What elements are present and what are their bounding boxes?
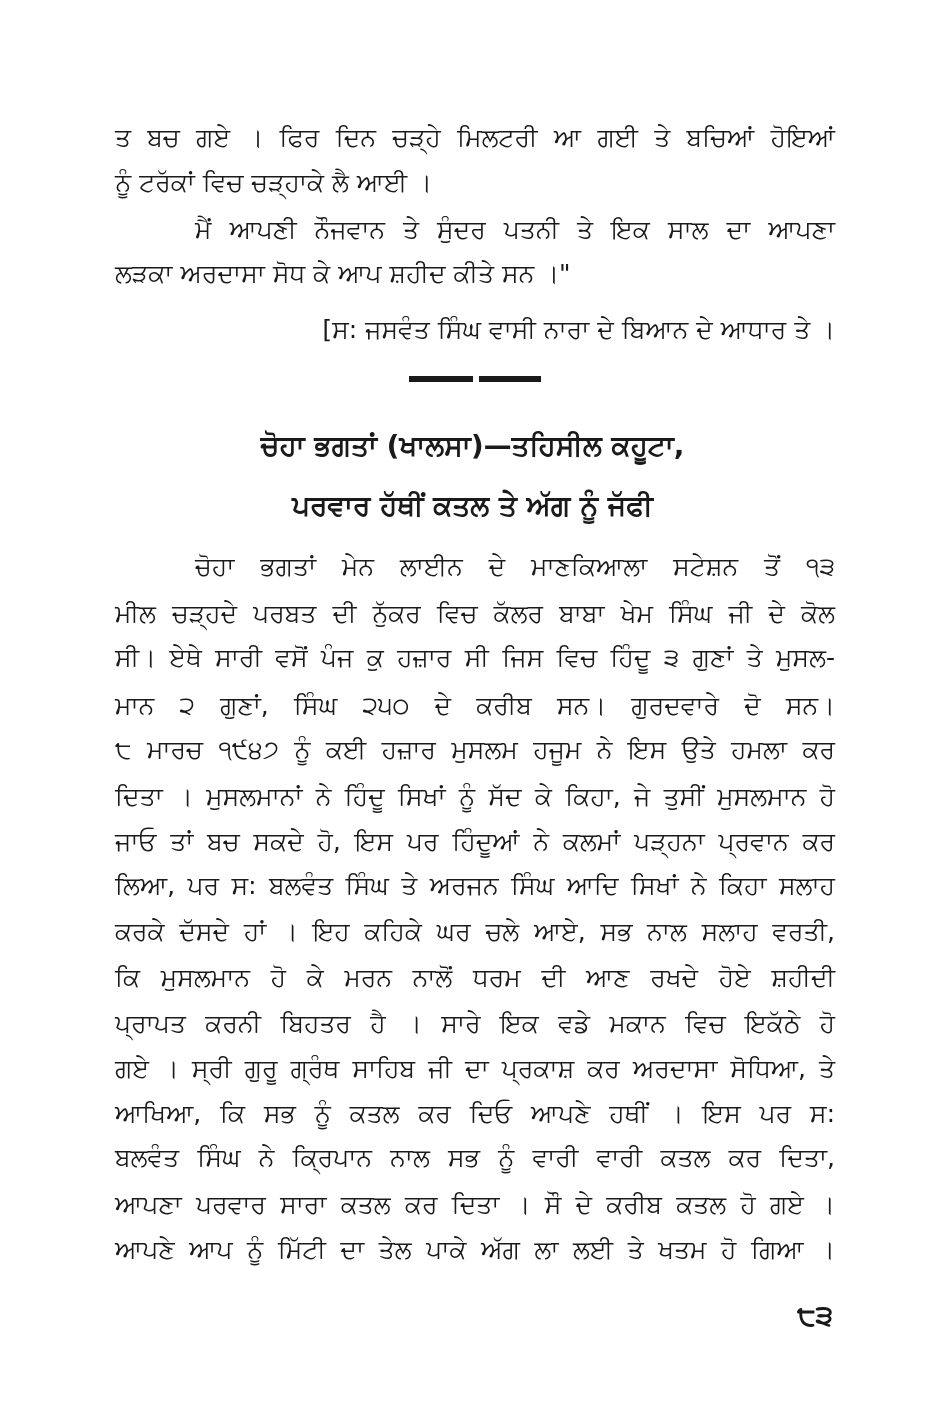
text-line: ਜਾਓ ਤਾਂ ਬਚ ਸਕਦੇ ਹੋ, ਇਸ ਪਰ ਹਿੰਦੂਆਂ ਨੇ ਕਲਮਾਂ ਪੜ੍ਹਨਾ ਪ੍ਰਵਾਨ ਕਰ <box>115 827 835 856</box>
section-divider <box>409 376 473 382</box>
text-line: ਤ ਬਚ ਗਏ । ਫਿਰ ਦਿਨ ਚੜ੍ਹੇ ਮਿਲਟਰੀ ਆ ਗਈ ਤੇ ਬਚਿਆਂ ਹੋਇਆਂ <box>115 123 835 152</box>
text-line: ਮੀਲ ਚੜ੍ਹਦੇ ਪਰਬਤ ਦੀ ਨੁੱਕਰ ਵਿਚ ਕੱਲਰ ਬਾਬਾ ਖੇਮ ਸਿੰਘ ਜੀ ਦੇ ਕੋਲ <box>115 599 835 628</box>
text-line: ਆਖਿਆ, ਕਿ ਸਭ ਨੂੰ ਕਤਲ ਕਰ ਦਿਓ ਆਪਣੇ ਹਥੀਂ । ਇਸ ਪਰ ਸ: <box>115 1099 835 1128</box>
text-line: ਲਿਆ, ਪਰ ਸ: ਬਲਵੰਤ ਸਿੰਘ ਤੇ ਅਰਜਨ ਸਿੰਘ ਆਦਿ ਸਿਖਾਂ ਨੇ ਕਿਹਾ ਸਲਾਹ <box>115 871 835 900</box>
text-line: ਗਏ । ਸ੍ਰੀ ਗੁਰੂ ਗ੍ਰੰਥ ਸਾਹਿਬ ਜੀ ਦਾ ਪ੍ਰਕਾਸ਼ ਕਰ ਅਰਦਾਸਾ ਸੋਧਿਆ, ਤੇ <box>115 1054 835 1083</box>
text-line: ਨੂੰ ਟਰੱਕਾਂ ਵਿਚ ਚੜ੍ਹਾਕੇ ਲੈ ਆਈ । <box>115 168 433 197</box>
section-heading: ਚੋਹਾ ਭਗਤਾਂ (ਖਾਲਸਾ)—ਤਹਿਸੀਲ ਕਹੂਟਾ, <box>260 429 685 462</box>
text-line: ਮਾਨ ੨ ਗੁਣਾਂ, ਸਿੰਘ ੨੫੦ ਦੇ ਕਰੀਬ ਸਨ। ਗੁਰਦਵਾਰੇ ਦੋ ਸਨ। <box>115 691 835 720</box>
section-divider <box>479 376 541 382</box>
text-line: ਆਪਣੇ ਆਪ ਨੂੰ ਮਿੱਟੀ ਦਾ ਤੇਲ ਪਾਕੇ ਅੱਗ ਲਾ ਲਈ ਤੇ ਖਤਮ ਹੋ ਗਿਆ । <box>115 1235 835 1264</box>
text-line: ਸੀ। ਏਥੇ ਸਾਰੀ ਵਸੋਂ ਪੰਜ ਕੁ ਹਜ਼ਾਰ ਸੀ ਜਿਸ ਵਿਚ ਹਿੰਦੂ ੩ ਗੁਣਾਂ ਤੇ ਮੁਸਲ- <box>115 643 835 672</box>
text-line: ਲੜਕਾ ਅਰਦਾਸਾ ਸੋਧ ਕੇ ਆਪ ਸ਼ਹੀਦ ਕੀਤੇ ਸਨ ।" <box>115 259 571 288</box>
text-line: ਕਿ ਮੁਸਲਮਾਨ ਹੋ ਕੇ ਮਰਨ ਨਾਲੋਂ ਧਰਮ ਦੀ ਆਣ ਰਖਦੇ ਹੋਏ ਸ਼ਹੀਦੀ <box>115 963 835 992</box>
text-line: ਕਰਕੇ ਦੱਸਦੇ ਹਾਂ । ਇਹ ਕਹਿਕੇ ਘਰ ਚਲੇ ਆਏ, ਸਭ ਨਾਲ ਸਲਾਹ ਵਰਤੀ, <box>115 917 835 946</box>
attribution: [ਸ: ਜਸਵੰਤ ਸਿੰਘ ਵਾਸੀ ਨਾਰਾ ਦੇ ਬਿਆਨ ਦੇ ਆਧਾਰ ਤੇ । <box>322 315 835 344</box>
text-line: ਦਿਤਾ । ਮੁਸਲਮਾਨਾਂ ਨੇ ਹਿੰਦੂ ਸਿਖਾਂ ਨੂੰ ਸੱਦ ਕੇ ਕਿਹਾ, ਜੇ ਤੁਸੀਂ ਮੁਸਲਮਾਨ ਹੋ <box>115 782 835 811</box>
text-line: ਆਪਣਾ ਪਰਵਾਰ ਸਾਰਾ ਕਤਲ ਕਰ ਦਿਤਾ । ਸੌ ਦੇ ਕਰੀਬ ਕਤਲ ਹੋ ਗਏ । <box>115 1190 835 1219</box>
text-line: ਪ੍ਰਾਪਤ ਕਰਨੀ ਬਿਹਤਰ ਹੈ । ਸਾਰੇ ਇਕ ਵਡੇ ਮਕਾਨ ਵਿਚ ਇਕੱਠੇ ਹੋ <box>115 1009 835 1038</box>
section-subheading: ਪਰਵਾਰ ਹੱਥੀਂ ਕਤਲ ਤੇ ਅੱਗ ਨੂੰ ਜੱਫੀ <box>292 489 653 522</box>
text-line: ੮ ਮਾਰਚ ੧੯੪੭ ਨੂੰ ਕਈ ਹਜ਼ਾਰ ਮੁਸਲਮ ਹਜੂਮ ਨੇ ਇਸ ਉਤੇ ਹਮਲਾ ਕਰ <box>115 735 835 764</box>
text-line: ਚੋਹਾ ਭਗਤਾਂ ਮੇਨ ਲਾਈਨ ਦੇ ਮਾਣਕਿਆਲਾ ਸਟੇਸ਼ਨ ਤੋਂ ੧੩ <box>195 552 835 581</box>
text-line: ਮੈਂ ਆਪਣੀ ਨੌਜਵਾਨ ਤੇ ਸੁੰਦਰ ਪਤਨੀ ਤੇ ਇਕ ਸਾਲ ਦਾ ਆਪਣਾ <box>195 215 835 244</box>
page-number: ੮੩ <box>797 1299 833 1332</box>
text-line: ਬਲਵੰਤ ਸਿੰਘ ਨੇ ਕ੍ਰਿਪਾਨ ਨਾਲ ਸਭ ਨੂੰ ਵਾਰੀ ਵਾਰੀ ਕਤਲ ਕਰ ਦਿਤਾ, <box>115 1143 835 1172</box>
